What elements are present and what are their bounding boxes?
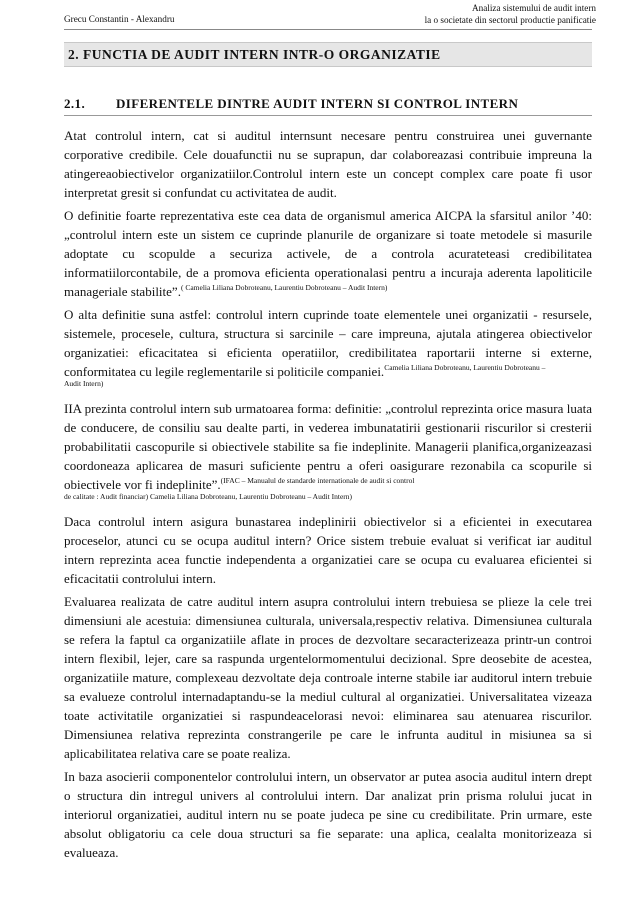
paragraph-1: Atat controlul intern, cat si auditul internsunt necesare pentru construirea unei guvernante corporative credibile. Cele douafunctii nu se suprapun, dar colaboreazasi contribuie impreuna la atingereaobiectivelor organizatiilor.Controlul intern este un concept complex care poate fi usor interpretat gresit si confundat cu activitatea de audit. [64,128,592,200]
citation-note: ( Camelia Liliana Dobroteanu, Laurentiu Dobroteanu – Audit Intern) [180,283,388,292]
paragraph-7: In baza asocierii componentelor controlului intern, un observator ar putea asocia auditul intern drept o structura din intregul univers al controlului intern. Dar analizat prin prisma rolului jucat in interiorul organizatiei, auditul intern nu se poate judeca pe sine cu credibilitate. Prin urmare, este absolut obligatoriu ca cele doua structuri sa fie separate: una aplica, cealalta monitorizeaza si evalueaza. [64,769,592,860]
paragraph-2-text: O definitie foarte reprezentativa este cea data de organismul america AICPA la sfarsitul anilor ’40: „controlul intern este un sistem ce cuprinde planurile de organizare si toate metodele si masurile adoptate cu scopulde a securiza activele, de a controla acurateteasi credibilitatea informatiilorcontabile, de a promova eficienta operationalasi pentru a incuraja aderenta lapoliticile manageriale stabilite”. [64,208,592,299]
paragraph-4 [64,399,592,502]
section-title: DIFERENTELE DINTRE AUDIT INTERN SI CONTROL INTERN [116,96,519,111]
paragraph-4-text: IIA prezinta controlul intern sub urmatoarea forma: definitie: „controlul reprezinta orice masura luata de conducere, de consiliu sau dealte parti, in vederea imbunatatirii gestionarii riscurilor si cresterii probabilitatii cascopurile si obiectivele stabilite sa fie indeplinite. Managerii planifica,organizeazasi coordoneaza aplicarea de masuri suficiente pentru a oferi oasigurare rezonabila ca scopurile si obiectivele vor fi indeplinite”. [64,401,592,492]
running-header-author: Grecu Constantin - Alexandru [64,14,175,24]
chapter-heading [64,42,592,67]
paragraph-3-text: O alta definitie suna astfel: controlul intern cuprinde toate elementele unei organizatii - resursele, sistemele, procesele, cultura, structura si sarcinile – care impreuna, ajutala atingerea obiectivelor organizatiei: eficacitatea si eficienta operatiilor, credibilitatea raportarii interne si externe, conformitatea cu legile reglementarile si politicile companiei. [64,307,592,379]
chapter-title: 2. FUNCTIA DE AUDIT INTERN INTR-O ORGANIZATIE [68,47,441,62]
section-number: 2.1. [64,96,86,111]
header-title-line2: la o societate din sectorul productie panificatie [424,14,596,25]
paragraph-3 [64,305,592,389]
section-heading [64,96,592,116]
citation-note-cont: de calitate : Audit financiar) Camelia Liliana Dobroteanu, Laurentiu Dobroteanu – Audit Intern) [64,492,353,501]
paragraph-6: Evaluarea realizata de catre auditul intern asupra controlului intern trebuiesa se plieze la cele trei dimensiuni ale acestuia: dimensiunea culturala, universala,respectiv relativa. Dimensiunea culturala se refera la faptul ca organizatiile aflate in proces de dezvoltare secaracterizeaza printr-un controi intern flexibil, lejer, care sa raspunda urgentelormomentului decizional. Spre deosebite de acestea, organizatiile mature, complexeau dezvoltate deja controale interne stabile iar auditorul intern trebuie sa evalueze controlul internadaptandu-se la mediul cultural al organizatiei. Universalitatea vizeaza toate activitatile organizatiei si raspundeacelorasi nevoi: eliminarea sau atenuarea riscurilor. Dimensiunea relativa reprezinta constrangerile pe care le infrunta auditul in misiunea sa si aplicabilitatea relativa care se poate realiza. [64,594,592,761]
paragraph-2 [64,206,592,301]
header-divider [64,29,592,30]
header-title-line1: Analiza sistemului de audit intern [472,3,596,13]
citation-note: Camelia Liliana Dobroteanu, Laurentiu Dobroteanu – [384,363,546,372]
body-text [64,126,592,866]
paragraph-5: Daca controlul intern asigura bunastarea indeplinirii obiectivelor si a eficientei in executarea proceselor, atunci cu se ocupa auditul intern? Orice sistem trebuie evaluat si verificat iar auditul intern reprezinta acea functie independenta a organizatiei care se ocupa cu evaluarea eficientei si eficacitatii controlului intern. [64,514,592,586]
running-header-title [425,3,596,26]
citation-note: (IFAC – Manualul de standarde internationale de audit si control [220,476,415,485]
citation-note-cont: Audit Intern) [64,379,104,388]
